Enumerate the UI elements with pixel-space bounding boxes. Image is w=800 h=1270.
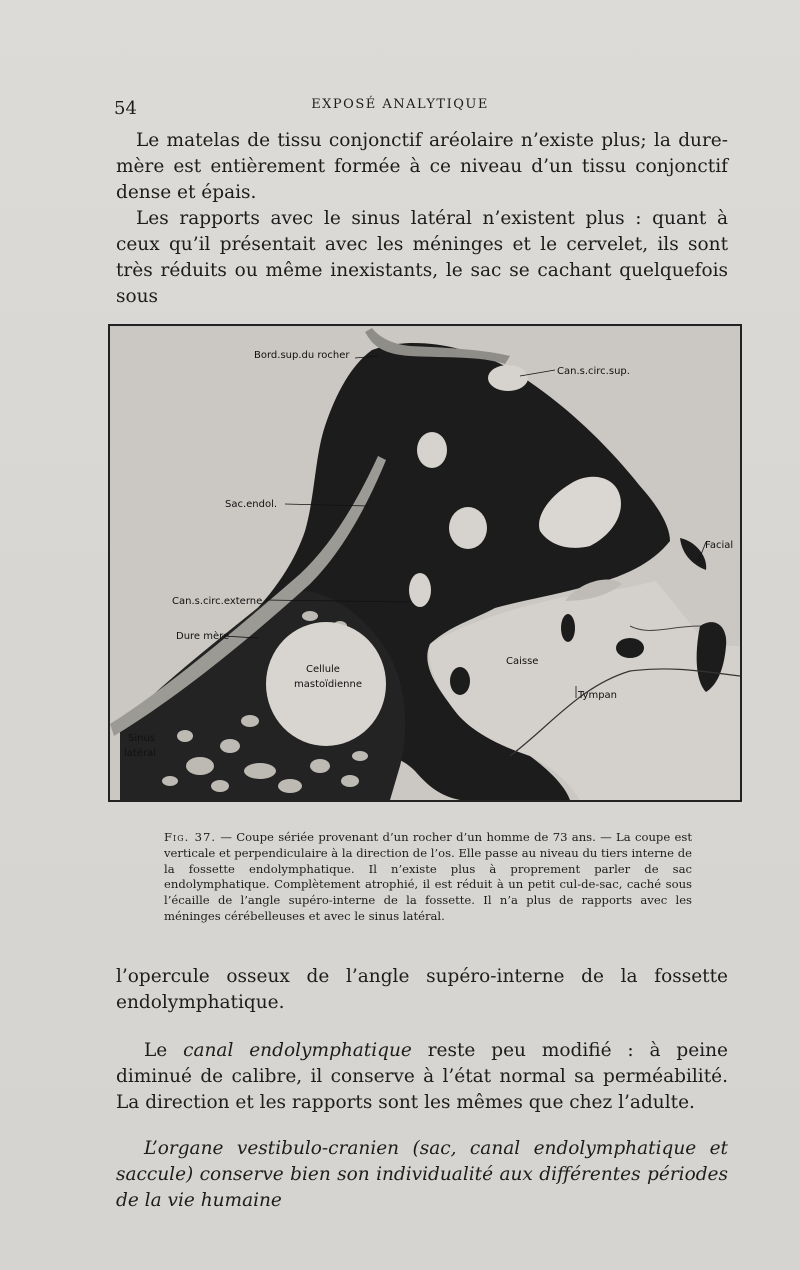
canal-rest: reste peu modifié : à peine diminué de calibre, il conserve à l’état normal sa perméabilité. La direction et les rapports sont les mêmes que chez l’adulte. bbox=[116, 1040, 729, 1113]
canal-term: canal endolymphatique bbox=[183, 1040, 412, 1061]
organe-rest: (sac, canal endolymphatique et saccule) conserve bien son individualité aux différentes périodes de la vie humaine bbox=[116, 1138, 728, 1211]
canal-hole bbox=[449, 507, 487, 549]
label-caisse: Caisse bbox=[506, 656, 539, 667]
label-bord-sup: Bord.sup.du rocher bbox=[254, 350, 350, 361]
organe-term: L’organe vestibulo-cranien bbox=[144, 1138, 400, 1159]
label-sac-endol: Sac.endol. bbox=[225, 499, 278, 510]
caption-text: — Coupe sériée provenant d’un rocher d’un homme de 73 ans. — La coupe est verticale et perpendiculaire à la direction de l’os. Elle passe au niveau du tiers interne de la fossette endolymphatique. Il n’existe plus à proprement parler de sac endolymphatique. Complètement atrophié, il est réduit à un petit cul-de-sac, caché sous l’écaille de l’angle supéro-interne de la fossette. Il n’a plus de rapports avec les méninges cérébelleuses et avec le sinus latéral. bbox=[164, 830, 692, 923]
paragraph: l’opercule osseux de l’angle supéro-interne de la fossette endolymphatique. bbox=[116, 966, 728, 1013]
label-lateral: latéral bbox=[124, 748, 156, 759]
paragraph: Le matelas de tissu conjonctif aréolaire n’existe plus; la dure-mère est entièrement formée à ce niveau d’un tissu conjonctif dense et épais. bbox=[116, 130, 728, 203]
label-tympan: Tympan bbox=[578, 690, 618, 701]
label-sinus: Sinus bbox=[128, 733, 156, 744]
paragraph: Les rapports avec le sinus latéral n’existent plus : quant à ceux qu’il présentait avec les méninges et le cervelet, ils sont très réduits ou même inexistants, le sac se cachant quelquefois sous bbox=[116, 208, 728, 307]
anatomical-figure bbox=[108, 324, 742, 802]
last-paragraph bbox=[116, 1136, 728, 1214]
canal-start: Le bbox=[144, 1040, 184, 1061]
canal-ext-hole bbox=[409, 573, 431, 607]
label-mastoidienne: mastoïdienne bbox=[294, 679, 363, 690]
page-number: 54 bbox=[114, 98, 137, 119]
label-can-sup: Can.s.circ.sup. bbox=[557, 366, 630, 377]
canal-hole bbox=[417, 432, 447, 468]
label-dure-mere: Dure mère bbox=[176, 631, 230, 642]
figure-illustration bbox=[110, 326, 740, 800]
canal-sup-hole bbox=[488, 365, 528, 391]
figure-caption bbox=[164, 830, 692, 925]
paragraph bbox=[116, 1136, 728, 1214]
caption-lead: Fig. 37. bbox=[164, 830, 217, 844]
paragraph bbox=[116, 1038, 728, 1116]
top-text-block bbox=[116, 128, 728, 310]
canal-paragraph bbox=[116, 1038, 728, 1116]
label-cellule: Cellule bbox=[306, 664, 340, 675]
continued-paragraph bbox=[116, 964, 728, 1016]
label-facial: Facial bbox=[705, 540, 734, 551]
running-title: EXPOSÉ ANALYTIQUE bbox=[311, 97, 489, 112]
label-can-ext: Can.s.circ.externe bbox=[172, 596, 263, 607]
